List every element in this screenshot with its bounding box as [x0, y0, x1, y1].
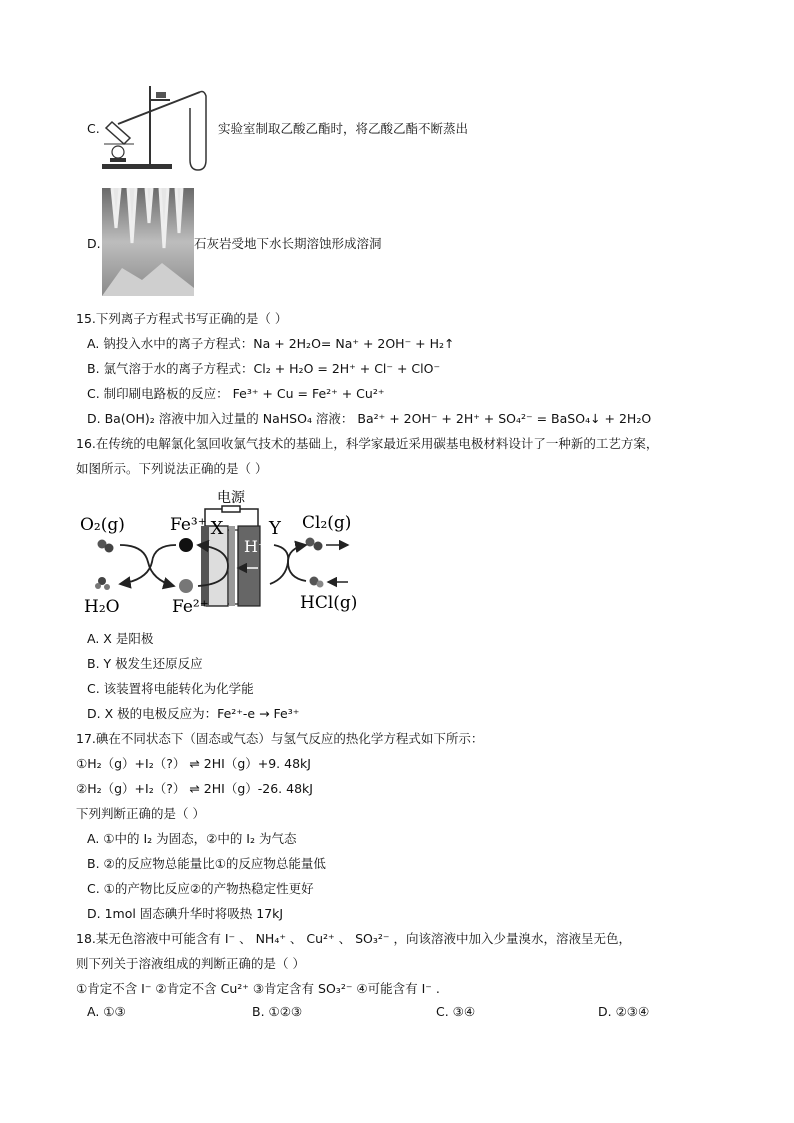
q18-stem-line1: 18.某无色溶液中可能含有 I⁻ 、 NH₄⁺ 、 Cu²⁺ 、 SO₃²⁻ ，向该溶液中加入少量溴水，溶液呈无色， — [76, 931, 631, 946]
q14-option-d-label: D. — [87, 236, 101, 251]
power-source-label: 电源 — [217, 490, 245, 506]
q16-option-d: D. X 极的电极反应为：Fe²⁺-e → Fe³⁺ — [87, 706, 300, 721]
q16-option-b: B. Y 极发生还原反应 — [87, 656, 203, 671]
fe3-ion — [179, 538, 193, 552]
q15-option-d: D. Ba(OH)₂ 溶液中加入过量的 NaHSO₄ 溶液： Ba²⁺ + 2OH⁻ + 2H⁺ + SO₄²⁻ = BaSO₄↓ + 2H₂O — [87, 411, 652, 426]
q17-option-b: B. ②的反应物总能量比①的反应物总能量低 — [87, 856, 326, 871]
o2-label: O₂(g) — [80, 515, 125, 535]
h-plus-label: H⁺ — [244, 537, 267, 556]
hcl-label: HCl(g) — [300, 593, 358, 613]
q15-option-b: B. 氯气溶于水的离子方程式：Cl₂ + H₂O = 2H⁺ + Cl⁻ + ClO⁻ — [87, 361, 441, 376]
q18-option-a: A. ①③ — [87, 1004, 126, 1019]
q18-option-b: B. ①②③ — [252, 1004, 303, 1019]
q16-option-a: A. X 是阳极 — [87, 631, 154, 646]
fe3-label: Fe³⁺ — [170, 515, 207, 535]
q16-stem-line2: 如图所示。下列说法正确的是（ ） — [76, 461, 268, 476]
h2o-label: H₂O — [84, 597, 120, 617]
q18-statements: ①肯定不含 I⁻ ②肯定不含 Cu²⁺ ③肯定含有 SO₃²⁻ ④可能含有 I⁻ . — [76, 981, 440, 996]
electrode-x-label: X — [210, 518, 224, 539]
q18-stem-line2: 则下列关于溶液组成的判断正确的是（ ） — [76, 956, 305, 971]
distillation-apparatus-image — [100, 78, 220, 178]
q17-option-d: D. 1mol 固态碘升华时将吸热 17kJ — [87, 906, 284, 921]
power-source-box — [222, 506, 240, 512]
q17-judge-prompt: 下列判断正确的是（ ） — [76, 806, 205, 821]
limestone-cave-image — [102, 188, 194, 296]
q14-option-d-text: 石灰岩受地下水长期溶蚀形成溶洞 — [194, 236, 382, 251]
fe2-label: Fe²⁺ — [172, 597, 209, 617]
cl2-label: Cl₂(g) — [302, 513, 352, 533]
q17-stem: 17.碘在不同状态下（固态或气态）与氢气反应的热化学方程式如下所示： — [76, 731, 484, 746]
q17-option-a: A. ①中的 I₂ 为固态，②中的 I₂ 为气态 — [87, 831, 297, 846]
fe2-ion — [179, 579, 193, 593]
q14-option-c-text: 实验室制取乙酸乙酯时，将乙酸乙酯不断蒸出 — [218, 121, 469, 136]
q16-option-c: C. 该装置将电能转化为化学能 — [87, 681, 254, 696]
q18-option-d: D. ②③④ — [598, 1004, 650, 1019]
q17-equation-2: ②H₂（g）+I₂（?） ⇌ 2HI（g）-26. 48kJ — [76, 781, 313, 796]
q15-option-a: A. 钠投入水中的离子方程式：Na + 2H₂O= Na⁺ + 2OH⁻ + H₂↑ — [87, 336, 455, 351]
q18-option-c: C. ③④ — [436, 1004, 476, 1019]
electrolysis-diagram — [78, 488, 368, 620]
electrode-y-label: Y — [269, 518, 281, 539]
q15-option-c: C. 制印刷电路板的反应： Fe³⁺ + Cu = Fe²⁺ + Cu²⁺ — [87, 386, 385, 401]
q16-stem-line1: 16.在传统的电解氯化氢回收氯气技术的基础上，科学家最近采用碳基电极材料设计了一种新的工艺方案， — [76, 436, 659, 451]
q15-stem: 15.下列离子方程式书写正确的是（ ） — [76, 311, 288, 326]
q17-equation-1: ①H₂（g）+I₂（?） ⇌ 2HI（g）+9. 48kJ — [76, 756, 311, 771]
q17-option-c: C. ①的产物比反应②的产物热稳定性更好 — [87, 881, 314, 896]
q14-option-c-label: C. — [87, 121, 100, 136]
